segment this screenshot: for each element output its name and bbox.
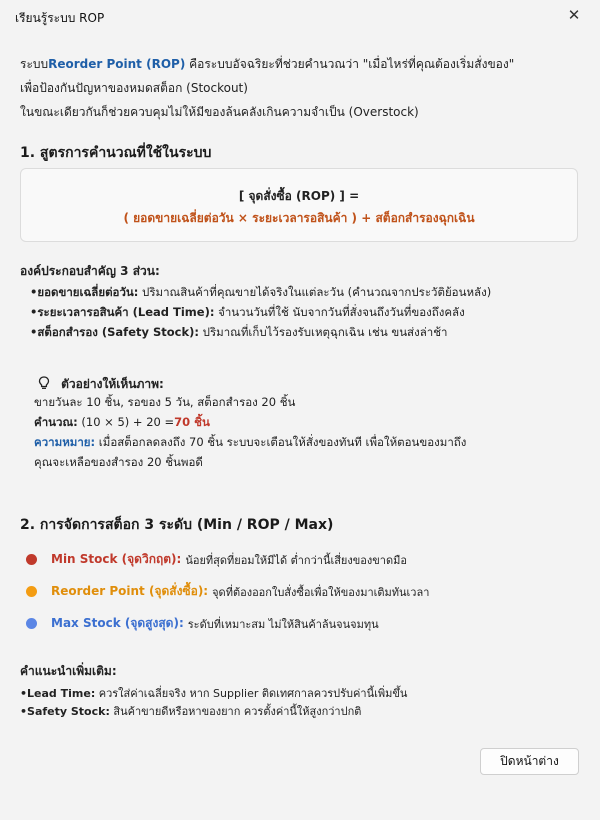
example-meaning-label: ความหมาย: bbox=[34, 435, 96, 449]
example-title: ตัวอย่างให้เห็นภาพ: bbox=[61, 377, 164, 391]
tip-term: •Lead Time: bbox=[20, 687, 96, 700]
level-label: Reorder Point (จุดสั่งซื้อ): bbox=[51, 584, 209, 598]
component-desc: จำนวนวันที่ใช้ นับจากวันที่สั่งจนถึงวันที่ของถึงคลัง bbox=[214, 305, 465, 319]
window-title: เรียนรู้ระบบ ROP bbox=[15, 11, 105, 25]
lightbulb-icon bbox=[38, 376, 50, 390]
formula-box bbox=[20, 168, 578, 242]
example-header bbox=[38, 373, 164, 394]
example-line1: ขายวันละ 10 ชิ้น, รอของ 5 วัน, สต็อกสำรอง 20 ชิ้น bbox=[34, 395, 296, 409]
component-item bbox=[30, 284, 491, 302]
rop-dot-icon bbox=[26, 586, 37, 597]
intro-prefix: ระบบ bbox=[20, 57, 49, 71]
tip-item bbox=[20, 684, 407, 702]
component-term: •สต็อกสำรอง (Safety Stock): bbox=[30, 325, 199, 339]
level-desc: จุดที่ต้องออกใบสั่งซื้อเพื่อให้ของมาเติมทันเวลา bbox=[212, 585, 430, 599]
level-label: Min Stock (จุดวิกฤต): bbox=[51, 552, 182, 566]
example-calc-label: คำนวณ: bbox=[34, 415, 78, 429]
components-title: องค์ประกอบสำคัญ 3 ส่วน: bbox=[20, 264, 160, 278]
tip-term: •Safety Stock: bbox=[20, 705, 110, 718]
tip-desc: สินค้าขายดีหรือหาของยาก ควรตั้งค่านี้ให้สูงกว่าปกติ bbox=[109, 705, 362, 718]
max-dot-icon bbox=[26, 618, 37, 629]
component-term: •ยอดขายเฉลี่ยต่อวัน: bbox=[30, 285, 139, 299]
level-min bbox=[26, 550, 407, 569]
example-meaning bbox=[34, 434, 466, 452]
min-dot-icon bbox=[26, 554, 37, 565]
level-max bbox=[26, 614, 379, 633]
intro-line1: คือระบบอัจฉริยะที่ช่วยคำนวณว่า "เมื่อไหร่ที่คุณต้องเริ่มสั่งของ" bbox=[185, 57, 515, 71]
section1-heading: 1. สูตรการคำนวณที่ใช้ในระบบ bbox=[20, 145, 212, 161]
title-bar bbox=[0, 0, 600, 32]
intro-line3: ในขณะเดียวกันก็ช่วยควบคุมไม่ให้มีของล้นคลังเกินความจำเป็น (Overstock) bbox=[20, 105, 419, 119]
close-icon[interactable]: ✕ bbox=[567, 6, 581, 24]
intro-text bbox=[20, 52, 580, 124]
example-calc-expr: (10 × 5) + 20 = bbox=[77, 415, 175, 429]
intro-brand: Reorder Point (ROP) bbox=[48, 57, 186, 71]
component-item bbox=[30, 304, 465, 322]
example-calc bbox=[34, 414, 210, 432]
component-term: •ระยะเวลารอสินค้า (Lead Time): bbox=[30, 305, 215, 319]
example-meaning-line1: เมื่อสต็อกลดลงถึง 70 ชิ้น ระบบจะเตือนให้สั่งของทันที เพื่อให้ตอนของมาถึง bbox=[95, 435, 467, 449]
component-desc: ปริมาณที่เก็บไว้รองรับเหตุฉุกเฉิน เช่น ขนส่งล่าช้า bbox=[199, 325, 448, 339]
intro-line2: เพื่อป้องกันปัญหาของหมดสต็อก (Stockout) bbox=[20, 81, 248, 95]
tips-title: คำแนะนำเพิ่มเติม: bbox=[20, 664, 117, 678]
level-desc: ระดับที่เหมาะสม ไม่ให้สินค้าล้นจนจมทุน bbox=[187, 617, 379, 631]
level-label: Max Stock (จุดสูงสุด): bbox=[51, 616, 184, 630]
formula-line1: [ จุดสั่งซื้อ (ROP) ] = bbox=[238, 189, 360, 203]
section2-heading: 2. การจัดการสต็อก 3 ระดับ (Min / ROP / Max) bbox=[20, 517, 334, 533]
level-rop bbox=[26, 582, 429, 601]
example-calc-result: 70 ชิ้น bbox=[174, 415, 210, 429]
tip-desc: ควรใส่ค่าเฉลี่ยจริง หาก Supplier ติดเทศกาลควรปรับค่านี้เพิ่มขึ้น bbox=[95, 687, 408, 700]
example-meaning-line2: คุณจะเหลือของสำรอง 20 ชิ้นพอดี bbox=[34, 455, 203, 469]
level-desc: น้อยที่สุดที่ยอมให้มีได้ ต่ำกว่านี้เสี่ยงของขาดมือ bbox=[185, 553, 407, 567]
close-window-button[interactable]: ปิดหน้าต่าง bbox=[480, 748, 579, 775]
component-item bbox=[30, 324, 447, 342]
tip-item bbox=[20, 702, 361, 720]
formula-line2: ( ยอดขายเฉลี่ยต่อวัน × ระยะเวลารอสินค้า ) + สต็อกสำรองฉุกเฉิน bbox=[123, 211, 475, 225]
component-desc: ปริมาณสินค้าที่คุณขายได้จริงในแต่ละวัน (คำนวณจากประวัติย้อนหลัง) bbox=[138, 285, 492, 299]
